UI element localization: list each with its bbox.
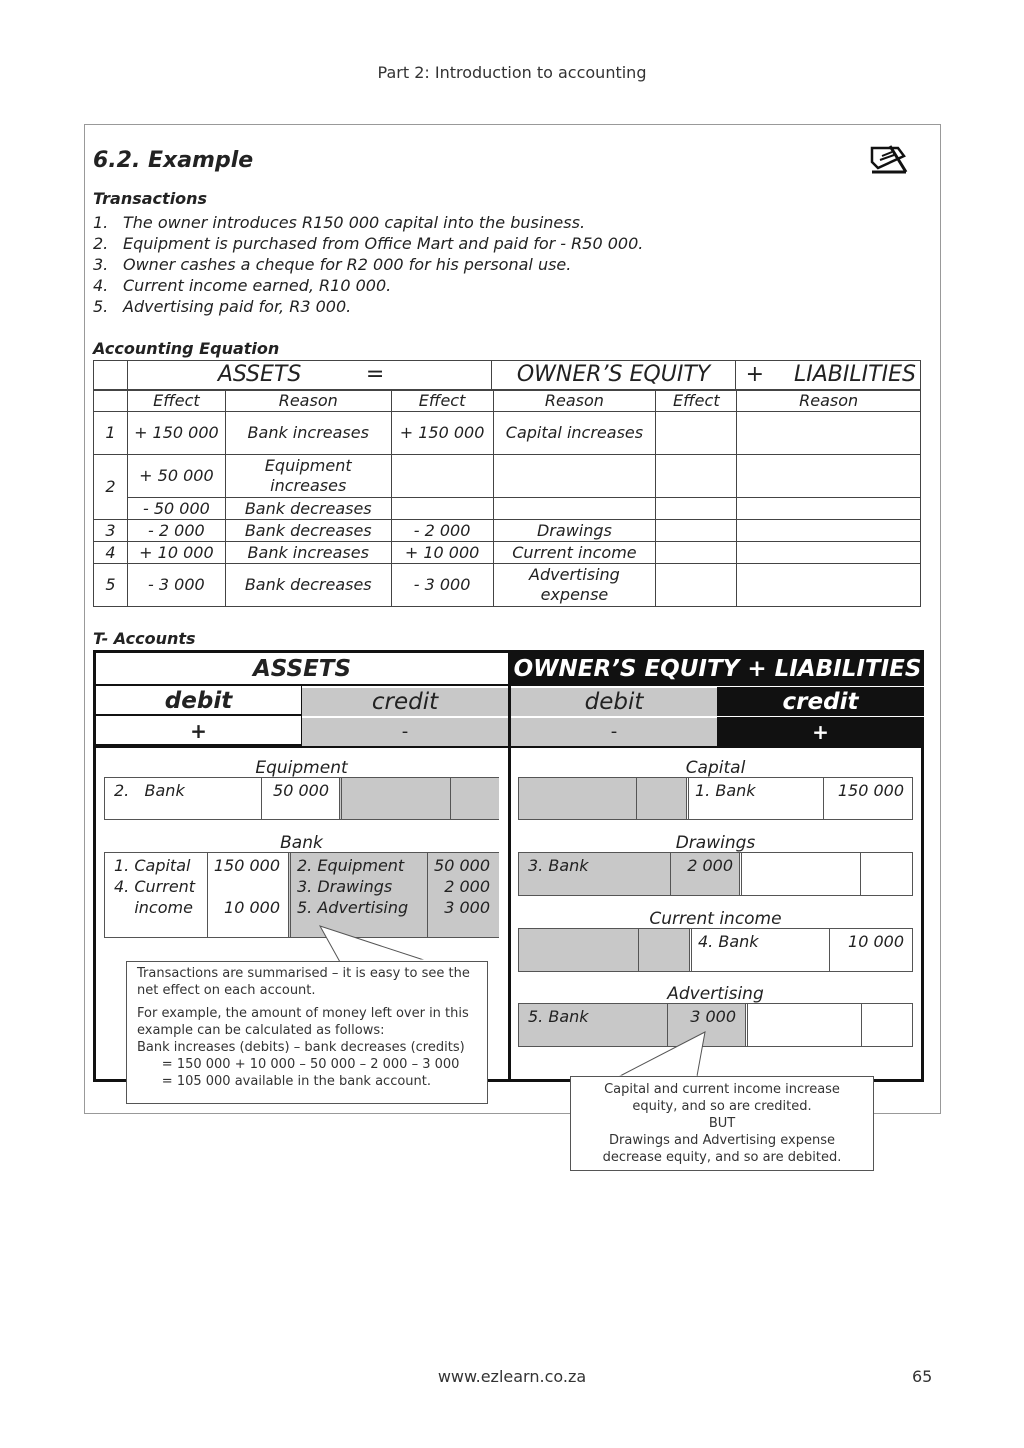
- table-row: - 50 000 Bank decreases: [94, 498, 921, 520]
- taccounts-heading: T- Accounts: [93, 629, 196, 648]
- callout-summary-note: Transactions are summarised – it is easy to see the net effect on each account. For example, the amount of money left over in this example can be calculated as follows: Bank increases (debits) – bank decreases (credits) = 150 000 + 10 000 – 50 000 – 2 000 – 3 000 = 105 000 available in the bank account.: [126, 961, 488, 1104]
- bank-credit-desc: 2. Equipment 3. Drawings 5. Advertising: [297, 856, 409, 917]
- capital-credit-desc: 1. Bank: [695, 781, 756, 800]
- list-item: 5. Advertising paid for, R3 000.: [93, 297, 352, 316]
- equity-credit-sign: +: [717, 716, 924, 746]
- list-item: 2. Equipment is purchased from Office Mart and paid for - R50 000.: [93, 234, 644, 253]
- assets-credit-label: credit: [302, 688, 508, 716]
- equation-heading: Accounting Equation: [93, 339, 280, 358]
- assets-header: ASSETS =: [127, 361, 492, 390]
- drawings-debit-amount: 2 000: [687, 856, 733, 875]
- callout-equity-note: Capital and current income increase equity, and so are credited. BUT Drawings and Advertising expense decrease equity, and so are debited.: [570, 1076, 874, 1171]
- equity-liabilities-header: OWNER’S EQUITY + LIABILITIES: [511, 653, 924, 686]
- advertising-debit-desc: 5. Bank: [528, 1007, 589, 1026]
- table-row: 2 + 50 000 Equipment increases: [94, 455, 921, 498]
- equipment-debit-amount: 50 000: [273, 781, 329, 800]
- bank-debit-desc: 1. Capital 4. Current income: [114, 856, 196, 917]
- footer-url: www.ezlearn.co.za: [437, 1367, 587, 1386]
- equity-debit-label: debit: [511, 688, 717, 716]
- transactions-heading: Transactions: [93, 189, 208, 208]
- capital-credit-amount: 150 000: [837, 781, 904, 800]
- assets-debit-sign: +: [96, 716, 302, 746]
- equity-credit-label: credit: [717, 686, 924, 716]
- equity-header: OWNER’S EQUITY: [492, 361, 735, 390]
- table-row: 3 - 2 000 Bank decreases - 2 000 Drawings: [94, 520, 921, 542]
- current-income-account-title: Current income: [649, 909, 782, 929]
- table-row: 1 + 150 000 Bank increases + 150 000 Capital increases: [94, 412, 921, 455]
- current-income-credit-amount: 10 000: [848, 932, 904, 951]
- liabilities-header: + LIABILITIES: [735, 361, 920, 390]
- current-income-credit-desc: 4. Bank: [698, 932, 759, 951]
- equipment-debit-desc: 2. Bank: [114, 781, 185, 800]
- list-item: 1. The owner introduces R150 000 capital into the business.: [93, 213, 586, 232]
- page-header: Part 2: Introduction to accounting: [377, 63, 647, 82]
- drawings-account-title: Drawings: [675, 833, 756, 853]
- list-item: 3. Owner cashes a cheque for R2 000 for his personal use.: [93, 255, 572, 274]
- table-row: 4 + 10 000 Bank increases + 10 000 Current income: [94, 542, 921, 564]
- drawings-debit-desc: 3. Bank: [528, 856, 589, 875]
- table-row: Effect Reason Effect Reason Effect Reason: [94, 391, 921, 412]
- capital-account-title: Capital: [685, 758, 746, 778]
- bank-account-title: Bank: [280, 833, 323, 853]
- page-number: 65: [912, 1367, 933, 1386]
- assets-credit-sign: -: [302, 718, 508, 746]
- advertising-debit-amount: 3 000: [690, 1007, 736, 1026]
- list-item: 4. Current income earned, R10 000.: [93, 276, 392, 295]
- assets-header: ASSETS: [96, 653, 508, 686]
- section-title: 6.2. Example: [93, 148, 254, 173]
- table-row: 5 - 3 000 Bank decreases - 3 000 Advertising expense: [94, 564, 921, 607]
- advertising-account-title: Advertising: [667, 984, 764, 1004]
- assets-debit-label: debit: [96, 686, 302, 716]
- equipment-account-title: Equipment: [255, 758, 348, 778]
- bank-credit-amount: 50 000 2 000 3 000: [434, 856, 490, 917]
- bank-debit-amount: 150 000 10 000: [213, 856, 280, 917]
- equity-debit-sign: -: [511, 718, 717, 746]
